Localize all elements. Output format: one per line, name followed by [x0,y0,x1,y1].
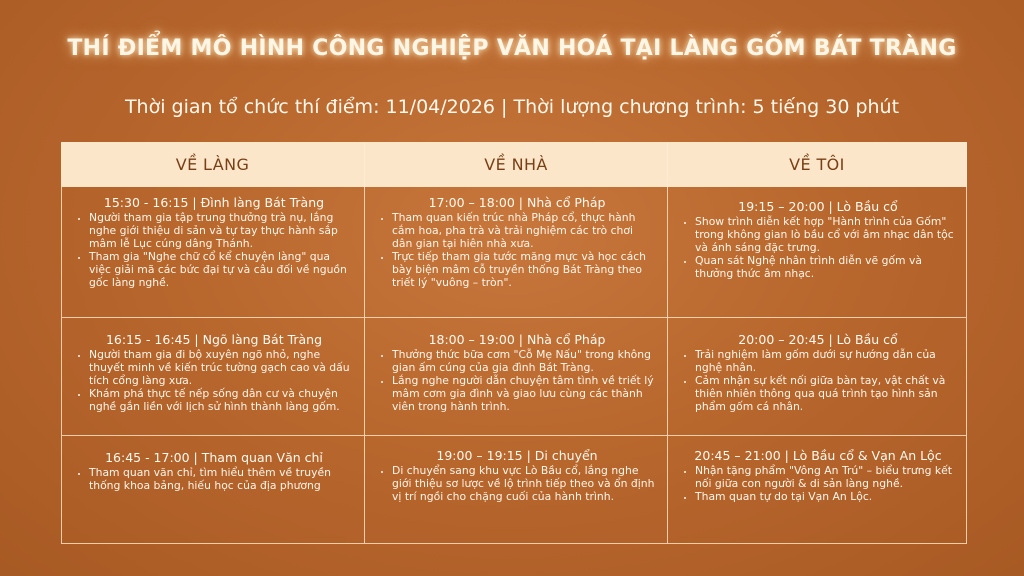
list-item: • Thưởng thức bữa cơm "Cỗ Mẹ Nấu" trong không gian ấm cúng của gia đình Bát Tràng. [392,348,655,374]
cell-list [379,211,655,289]
schedule-cell [365,436,668,544]
cell-list [682,348,954,413]
list-item: • Cảm nhận sự kết nối giữa bàn tay, vật chất và thiên nhiên thông qua quá trình tạo hình sản phẩm gốm cá nhân. [695,374,954,413]
schedule-cell [668,436,967,544]
schedule-cell [668,318,967,436]
cell-list [76,348,352,413]
list-item: • Tham quan kiến trúc nhà Pháp cổ, thực hành cắm hoa, pha trà và trải nghiệm các trò chơi dân gian tại hiên nhà xưa. [392,211,655,250]
list-item: • Tham quan tự do tại Vạn An Lộc. [695,490,954,503]
cell-heading: 16:15 - 16:45 | Ngõ làng Bát Tràng [105,332,323,347]
schedule-cell [668,187,967,318]
list-item: • Show trình diễn kết hợp "Hành trình của Gốm" trong không gian lò bầu cổ với âm nhạc dân tộc và ánh sáng đặc trưng. [695,215,954,254]
cell-heading: 15:30 - 16:15 | Đình làng Bát Tràng [103,195,325,210]
cell-heading: 20:00 – 20:45 | Lò Bầu cổ [738,332,898,347]
column-header-ve-toi: VỀ TÔI [668,142,967,187]
schedule-cell [365,187,668,318]
cell-list [379,348,655,413]
list-item: • Quan sát Nghệ nhân trình diễn vẽ gốm và thưởng thức âm nhạc. [695,254,954,280]
cell-heading: 17:00 – 18:00 | Nhà cổ Pháp [428,195,606,210]
list-item: • Trải nghiệm làm gốm dưới sự hướng dẫn của nghệ nhân. [695,348,954,374]
cell-list [682,464,954,503]
cell-heading: 18:00 – 19:00 | Nhà cổ Pháp [428,332,606,347]
list-item: • Nhận tặng phẩm "Vông An Trú" – biểu trưng kết nối giữa con người & di sản làng nghề. [695,464,954,490]
column-header-ve-nha: VỀ NHÀ [365,142,668,187]
list-item: • Lắng nghe người dẫn chuyện tâm tình về triết lý mâm cơm gia đình và giao lưu cùng các thành viên trong hành trình. [392,374,655,413]
list-item: • Người tham gia tập trung thưởng trà nụ, lắng nghe giới thiệu di sản và tự tay thực hành sắp mâm lễ Lục cúng dâng Thánh. [89,211,352,250]
cell-heading: 16:45 - 17:00 | Tham quan Văn chỉ [105,450,323,465]
list-item: • Trực tiếp tham gia tước măng mực và học cách bày biện mâm cỗ truyền thống Bát Tràng theo triết lý "vuông – tròn". [392,250,655,289]
cell-list [76,466,352,492]
column-header-ve-lang: VỀ LÀNG [61,142,365,187]
cell-list [682,215,954,280]
list-item: • Tham quan văn chỉ, tìm hiểu thêm về truyền thống khoa bảng, hiếu học của địa phương [89,466,352,492]
schedule-cell [61,187,365,318]
schedule-cell [61,436,365,544]
page-title: THÍ ĐIỂM MÔ HÌNH CÔNG NGHIỆP VĂN HOÁ TẠI LÀNG GỐM BÁT TRÀNG [67,36,957,61]
cell-list [379,464,655,503]
schedule-table [61,142,967,544]
list-item: • Di chuyển sang khu vực Lò Bầu cổ, lắng nghe giới thiệu sơ lược về lộ trình tiếp theo và ổn định vị trí ngồi cho chặng cuối của hành trình. [392,464,655,503]
cell-list [76,211,352,289]
cell-heading: 19:00 – 19:15 | Di chuyển [436,448,598,463]
cell-heading: 20:45 – 21:00 | Lò Bầu cổ & Vạn An Lộc [694,448,942,463]
schedule-cell [365,318,668,436]
list-item: • Tham gia "Nghe chữ cổ kể chuyện làng" qua việc giải mã các bức đại tự và câu đối về nguồn gốc làng nghề. [89,250,352,289]
schedule-cell [61,318,365,436]
page-subtitle: Thời gian tổ chức thí điểm: 11/04/2026 | Thời lượng chương trình: 5 tiếng 30 phút [124,96,900,118]
list-item: • Khám phá thực tế nếp sống dân cư và chuyện nghề gắn liền với lịch sử hình thành làng gốm. [89,387,352,413]
list-item: • Người tham gia đi bộ xuyên ngõ nhỏ, nghe thuyết minh về kiến trúc tường gạch cao và dấu tích cổng làng xưa. [89,348,352,387]
cell-heading: 19:15 – 20:00 | Lò Bầu cổ [738,199,898,214]
